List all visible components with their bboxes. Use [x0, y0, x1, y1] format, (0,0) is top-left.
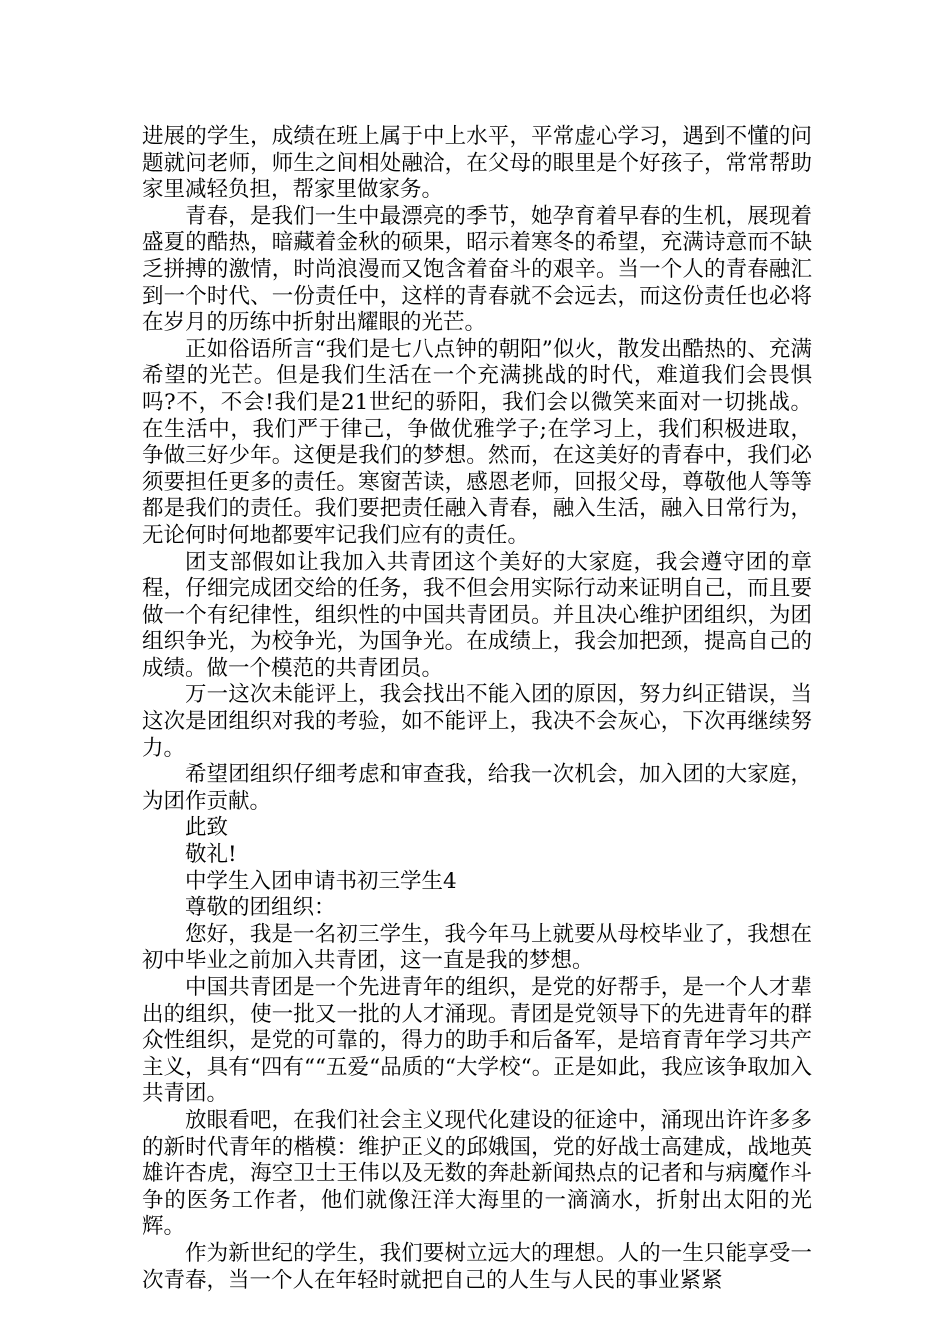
- paragraph: 正如俗语所言“我们是七八点钟的朝阳”似火，散发出酷热的、充满希望的光芒。但是我们生活在一个充满挑战的时代，难道我们会畏惧吗?不，不会!我们是21世纪的骄阳，我们会以微笑来面对一切挑战。在生活中，我们严于律己，争做优雅学子;在学习上，我们积极进取，争做三好少年。这便是我们的梦想。然而，在这美好的青春中，我们必须要担任更多的责任。寒窗苦读，感恩老师，回报父母，尊敬他人等等都是我们的责任。我们要把责任融入青春，融入生活，融入日常行为，无论何时何地都要牢记我们应有的责任。: [142, 336, 812, 548]
- paragraph: 希望团组织仔细考虑和审查我，给我一次机会，加入团的大家庭，为团作贡献。: [142, 762, 812, 814]
- closing-regards: 敬礼!: [185, 842, 237, 868]
- paragraph: 万一这次未能评上，我会找出不能入团的原因，努力纠正错误，当这次是团组织对我的考验，如不能评上，我决不会灰心，下次再继续努力。: [142, 682, 812, 761]
- document-body: [142, 124, 812, 1294]
- greeting: 尊敬的团组织：: [185, 895, 336, 921]
- paragraph: 团支部假如让我加入共青团这个美好的大家庭，我会遵守团的章程，仔细完成团交给的任务，我不但会用实际行动来证明自己，而且要做一个有纪律性，组织性的中国共青团员。并且决心维护团组织，为团组织争光，为校争光，为国争光。在成绩上，我会加把颈，提高自己的成绩。做一个模范的共青团员。: [142, 549, 812, 681]
- paragraph: 作为新世纪的学生，我们要树立远大的理想。人的一生只能享受一次青春，当一个人在年轻时就把自己的人生与人民的事业紧紧: [142, 1240, 812, 1293]
- paragraph: 放眼看吧，在我们社会主义现代化建设的征途中，涌现出许许多多的新时代青年的楷模：维护正义的邱娥国，党的好战士高建成，战地英雄许杏虎，海空卫士王伟以及无数的奔赴新闻热点的记者和与病魔作斗争的医务工作者，他们就像汪洋大海里的一滴滴水，折射出太阳的光辉。: [142, 1107, 812, 1240]
- paragraph: 青春，是我们一生中最漂亮的季节，她孕育着早春的生机，展现着盛夏的酷热，暗藏着金秋的硕果，昭示着寒冬的希望，充满诗意而不缺乏拼搏的激情，时尚浪漫而又饱含着奋斗的艰辛。当一个人的青春融汇到一个时代、一份责任中，这样的青春就不会远去，而这份责任也必将在岁月的历练中折射出耀眼的光芒。: [142, 203, 812, 336]
- closing-salutation: 此致: [185, 815, 229, 841]
- paragraph: 进展的学生，成绩在班上属于中上水平，平常虚心学习，遇到不懂的问题就问老师，师生之间相处融洽，在父母的眼里是个好孩子，常常帮助家里减轻负担，帮家里做家务。: [142, 124, 812, 203]
- paragraph: 您好，我是一名初三学生，我今年马上就要从母校毕业了，我想在初中毕业之前加入共青团，这一直是我的梦想。: [142, 921, 812, 974]
- section-heading: 中学生入团申请书初三学生4: [185, 868, 457, 894]
- paragraph: 中国共青团是一个先进青年的组织，是党的好帮手，是一个人才辈出的组织，使一批又一批的人才涌现。青团是党领导下的先进青年的群众性组织，是党的可靠的，得力的助手和后备军，是培育青年学习共产主义，具有“四有““五爱“品质的“大学校“。正是如此，我应该争取加入共青团。: [142, 975, 812, 1107]
